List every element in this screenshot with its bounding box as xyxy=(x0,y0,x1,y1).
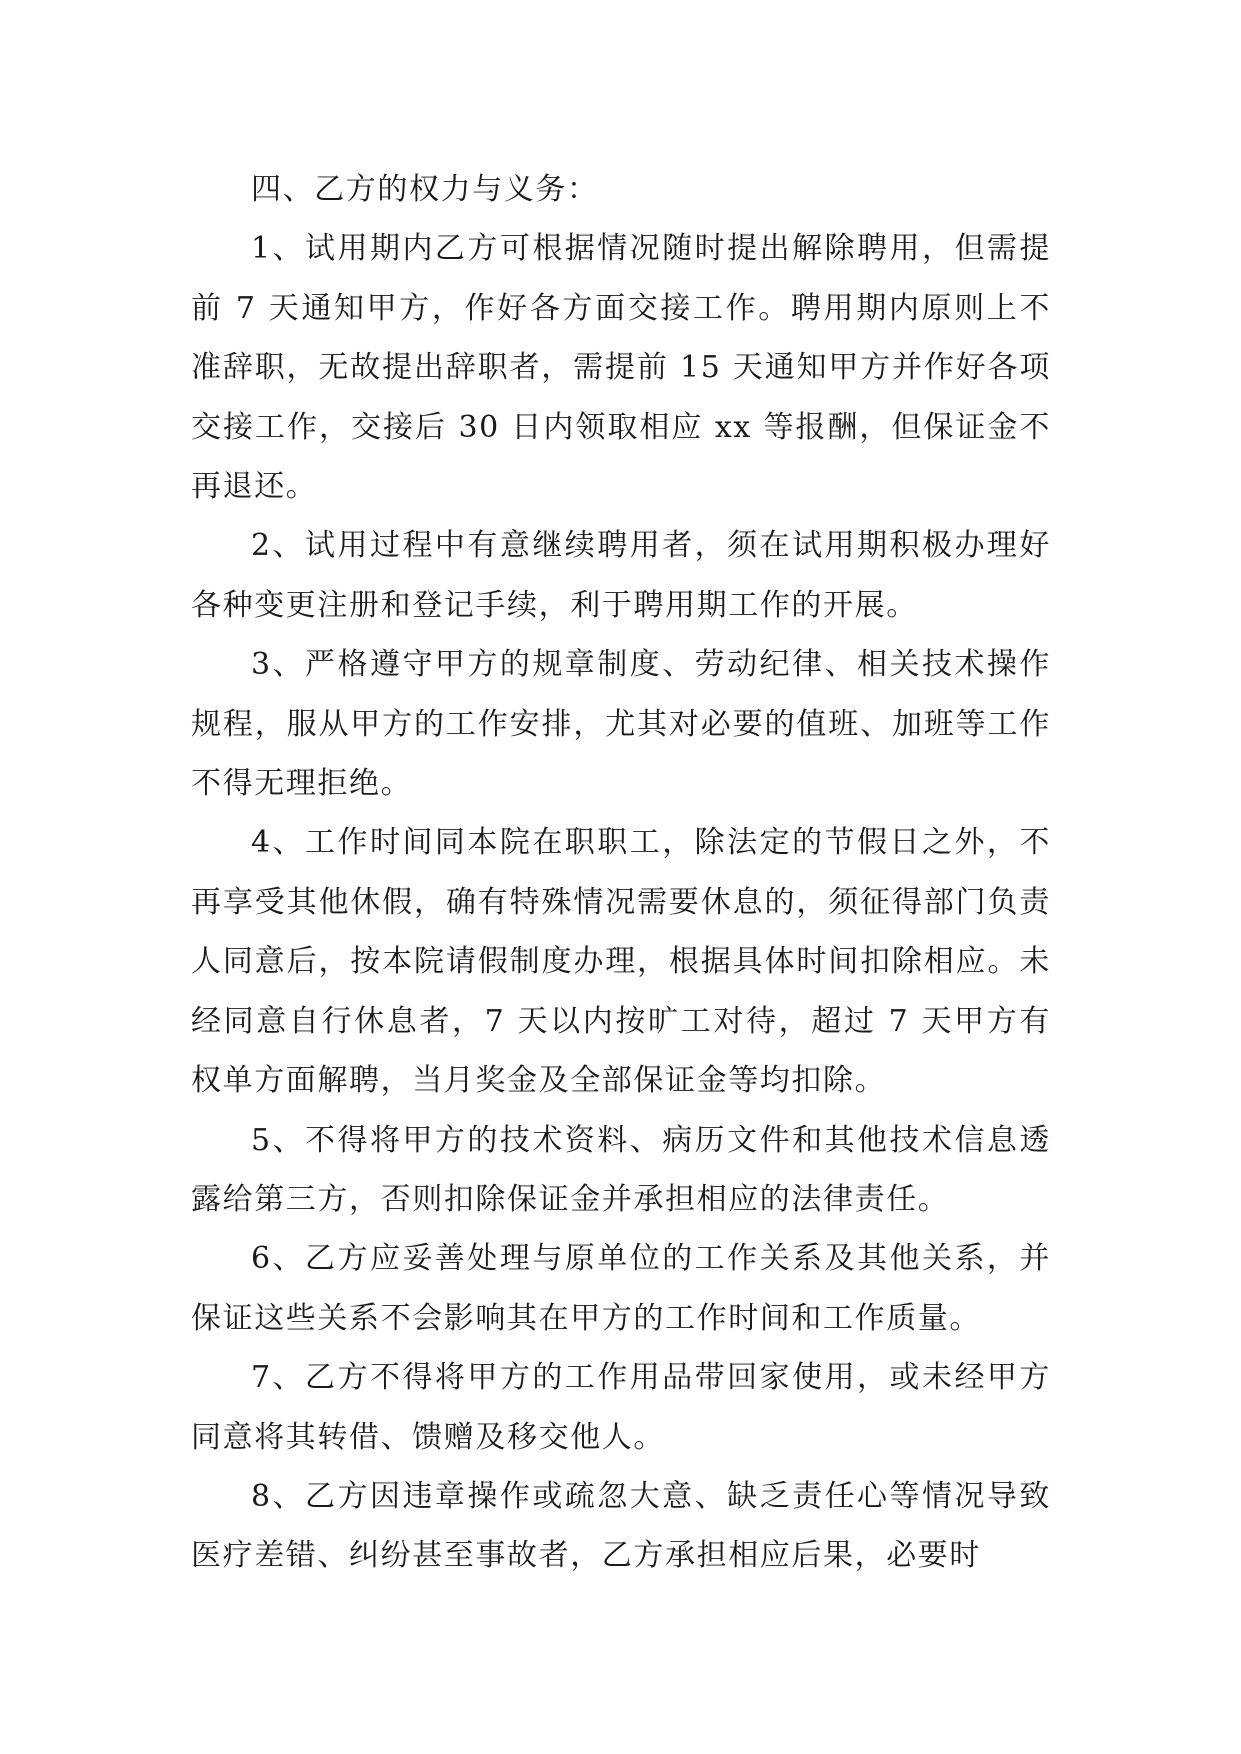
clause-4: 4、工作时间同本院在职职工，除法定的节假日之外，不再享受其他休假，确有特殊情况需要休息的，须征得部门负责人同意后，按本院请假制度办理，根据具体时间扣除相应。未经同意自行休息者，7 天以内按旷工对待，超过 7 天甲方有权单方面解聘，当月奖金及全部保证金等均扣除。 xyxy=(191,825,1051,1099)
clause-8: 8、乙方因违章操作或疏忽大意、缺乏责任心等情况导致医疗差错、纠纷甚至事故者，乙方承担相应后果，必要时 xyxy=(191,1478,1051,1574)
section-heading: 四、乙方的权力与义务： xyxy=(251,172,599,207)
clause-5: 5、不得将甲方的技术资料、病历文件和其他技术信息透露给第三方，否则扣除保证金并承担相应的法律责任。 xyxy=(191,1122,1051,1217)
clause-3: 3、严格遵守甲方的规章制度、劳动纪律、相关技术操作规程，服从甲方的工作安排，尤其对必要的值班、加班等工作不得无理拒绝。 xyxy=(191,647,1051,802)
document-body xyxy=(191,160,1051,1586)
clause-2: 2、试用过程中有意继续聘用者，须在试用期积极办理好各种变更注册和登记手续，利于聘用期工作的开展。 xyxy=(191,528,1051,623)
clause-1: 1、试用期内乙方可根据情况随时提出解除聘用，但需提前 7 天通知甲方，作好各方面交接工作。聘用期内原则上不准辞职，无故提出辞职者，需提前 15 天通知甲方并作好各项交接工作，交接后 30 日内领取相应 xx 等报酬，但保证金不再退还。 xyxy=(191,231,1051,505)
clause-7: 7、乙方不得将甲方的工作用品带回家使用，或未经甲方同意将其转借、馈赠及移交他人。 xyxy=(191,1360,1051,1455)
clause-6: 6、乙方应妥善处理与原单位的工作关系及其他关系，并保证这些关系不会影响其在甲方的工作时间和工作质量。 xyxy=(191,1241,1051,1336)
